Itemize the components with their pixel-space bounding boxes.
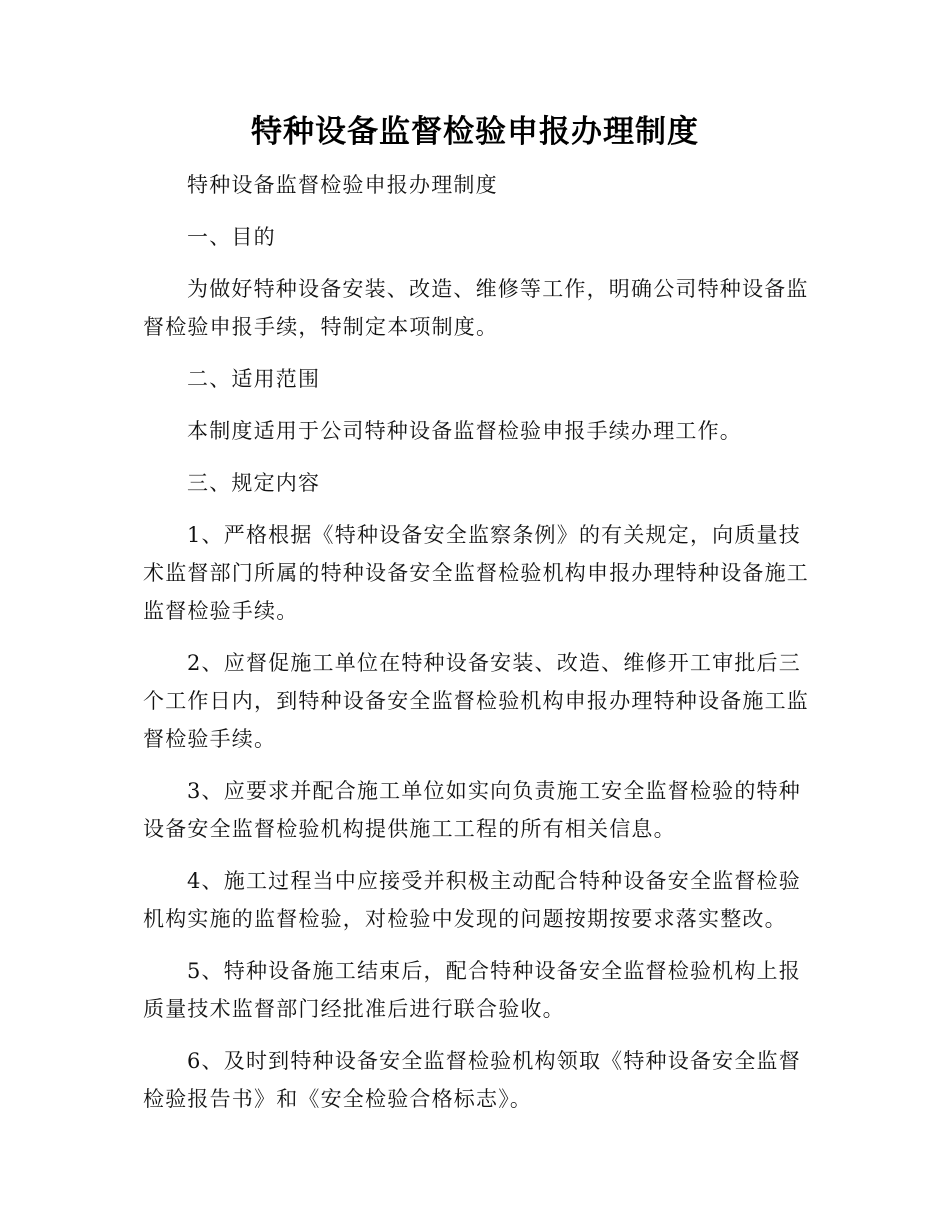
scope-paragraph: 本制度适用于公司特种设备监督检验申报手续办理工作。 <box>187 419 742 443</box>
section-heading-content: 三、规定内容 <box>187 471 321 495</box>
document-title: 特种设备监督检验申报办理制度 <box>251 114 699 150</box>
content-item-5: 5、特种设备施工结束后，配合特种设备安全监督检验机构上报质量技术监督部门经批准后进行联合验收。 <box>143 959 801 1021</box>
content-item-1: 1、严格根据《特种设备安全监察条例》的有关规定，向质量技术监督部门所属的特种设备安全监督检验机构申报办理特种设备施工监督检验手续。 <box>143 523 809 623</box>
subtitle-paragraph: 特种设备监督检验申报办理制度 <box>187 173 498 197</box>
content-item-2: 2、应督促施工单位在特种设备安装、改造、维修开工审批后三个工作日内，到特种设备安全监督检验机构申报办理特种设备施工监督检验手续。 <box>143 651 809 751</box>
content-item-3: 3、应要求并配合施工单位如实向负责施工安全监督检验的特种设备安全监督检验机构提供施工工程的所有相关信息。 <box>143 779 801 841</box>
content-item-4: 4、施工过程当中应接受并积极主动配合特种设备安全监督检验机构实施的监督检验，对检验中发现的问题按期按要求落实整改。 <box>143 869 801 931</box>
section-heading-purpose: 一、目的 <box>187 225 276 249</box>
purpose-paragraph: 为做好特种设备安装、改造、维修等工作，明确公司特种设备监督检验申报手续，特制定本项制度。 <box>143 277 809 339</box>
document-body <box>143 166 810 1132</box>
section-heading-scope: 二、适用范围 <box>187 367 321 391</box>
content-item-6: 6、及时到特种设备安全监督检验机构领取《特种设备安全监督检验报告书》和《安全检验合格标志》。 <box>143 1049 801 1111</box>
